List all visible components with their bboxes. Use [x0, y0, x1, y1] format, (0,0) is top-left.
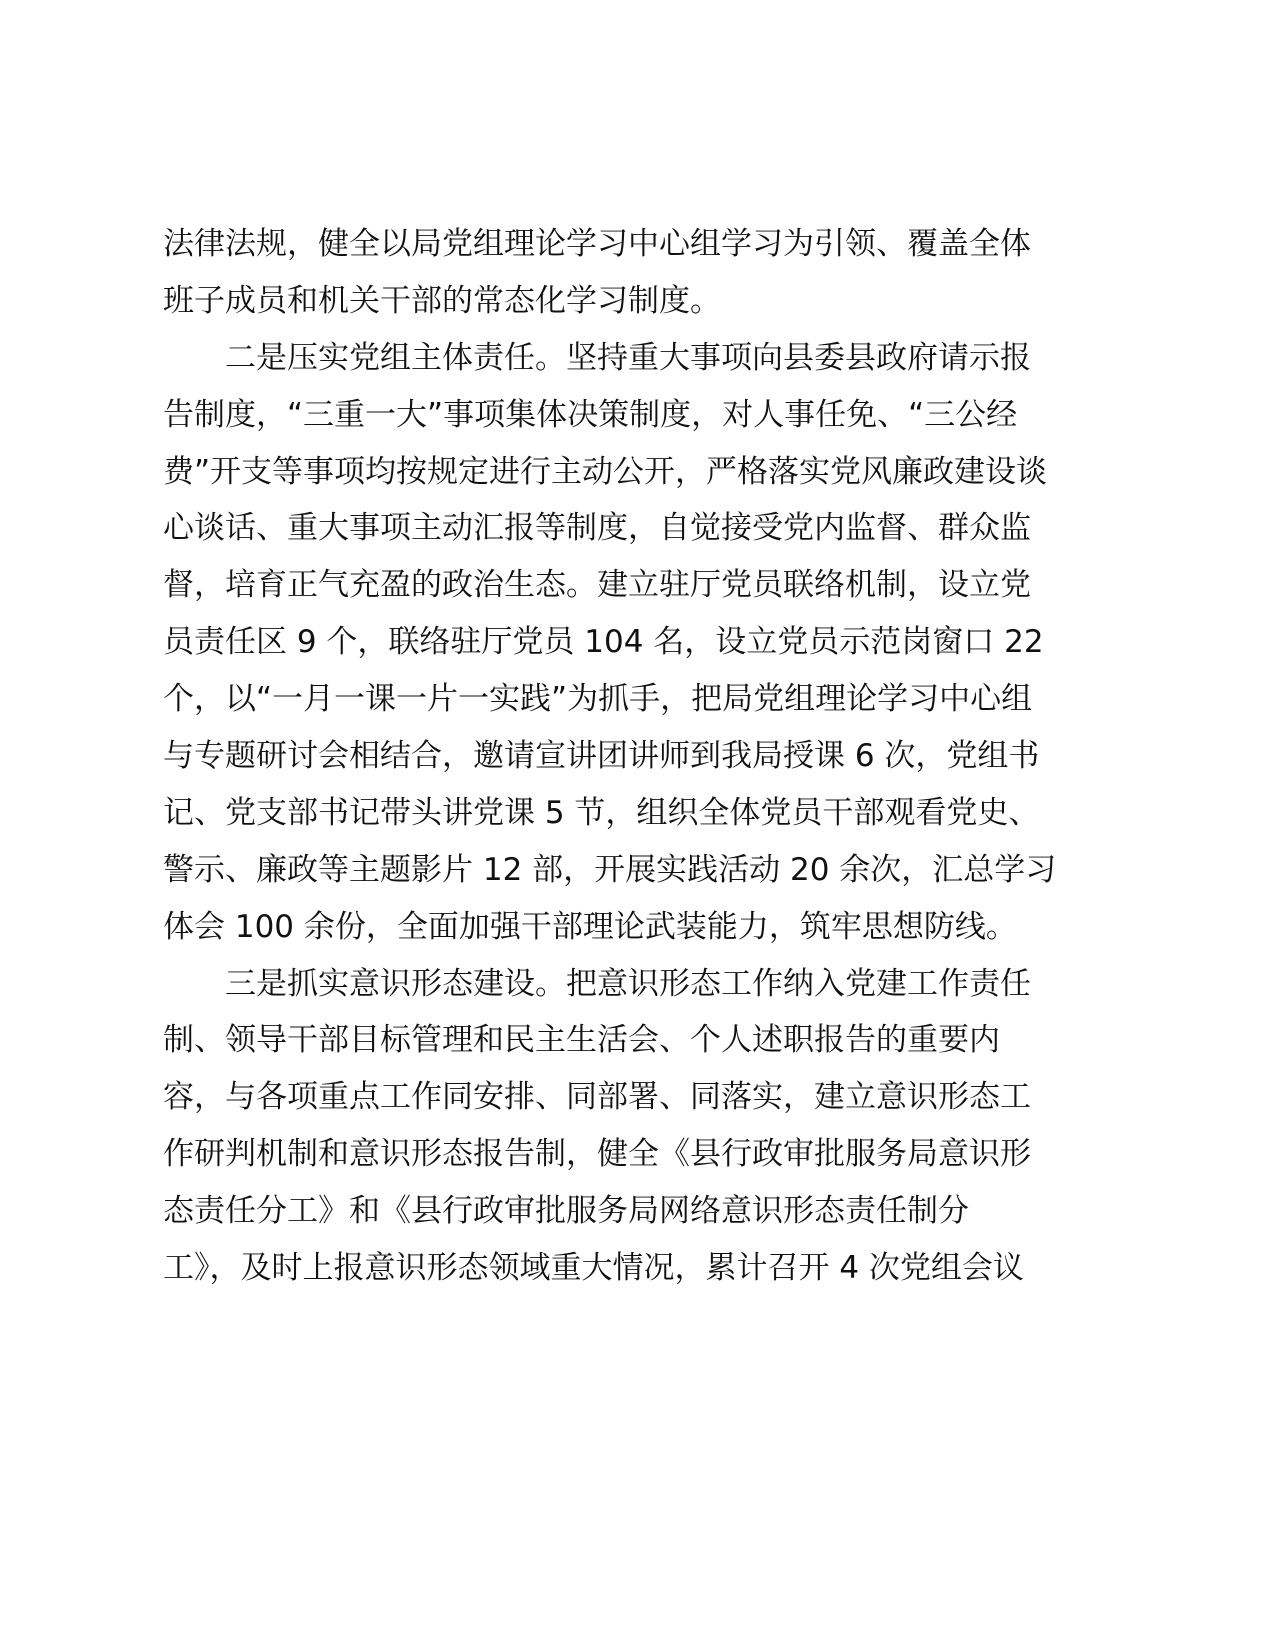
text-line: 员责任区 9 个，联络驻厅党员 104 名，设立党员示范岗窗口 22: [163, 624, 1044, 661]
text-line: 记、党支部书记带头讲党课 5 节，组织全体党员干部观看党史、: [163, 794, 1040, 831]
text-line: 班子成员和机关干部的常态化学习制度。: [163, 282, 721, 319]
text-line: 作研判机制和意识形态报告制，健全《县行政审批服务局意识形: [163, 1136, 1031, 1173]
paragraph-start-line: 二是压实党组主体责任。坚持重大事项向县委县政府请示报: [225, 339, 1031, 376]
text-line: 工》，及时上报意识形态领域重大情况，累计召开 4 次党组会议: [163, 1250, 1024, 1287]
text-line: 与专题研讨会相结合，邀请宣讲团讲师到我局授课 6 次，党组书: [163, 738, 1040, 775]
paragraph-start-line: 三是抓实意识形态建设。把意识形态工作纳入党建工作责任: [225, 965, 1031, 1002]
body-text: [163, 216, 1123, 1297]
text-line: 警示、廉政等主题影片 12 部，开展实践活动 20 余次，汇总学习: [163, 851, 1057, 888]
text-line: 体会 100 余份，全面加强干部理论武装能力，筑牢思想防线。: [163, 908, 1017, 945]
text-line: 告制度，“三重一大”事项集体决策制度，对人事任免、“三公经: [163, 396, 1018, 433]
text-line: 制、领导干部目标管理和民主生活会、个人述职报告的重要内: [163, 1022, 1000, 1059]
text-line: 个，以“一月一课一片一实践”为抓手，把局党组理论学习中心组: [163, 681, 1033, 718]
text-line: 心谈话、重大事项主动汇报等制度，自觉接受党内监督、群众监: [163, 510, 1031, 547]
text-line: 态责任分工》和《县行政审批服务局网络意识形态责任制分: [163, 1193, 969, 1230]
text-line: 费”开支等事项均按规定进行主动公开，严格落实党风廉政建设谈: [163, 453, 1048, 490]
text-line: 督，培育正气充盈的政治生态。建立驻厅党员联络机制，设立党: [163, 567, 1031, 604]
text-line: 法律法规，健全以局党组理论学习中心组学习为引领、覆盖全体: [163, 226, 1031, 262]
text-line: 容，与各项重点工作同安排、同部署、同落实，建立意识形态工: [163, 1079, 1031, 1116]
